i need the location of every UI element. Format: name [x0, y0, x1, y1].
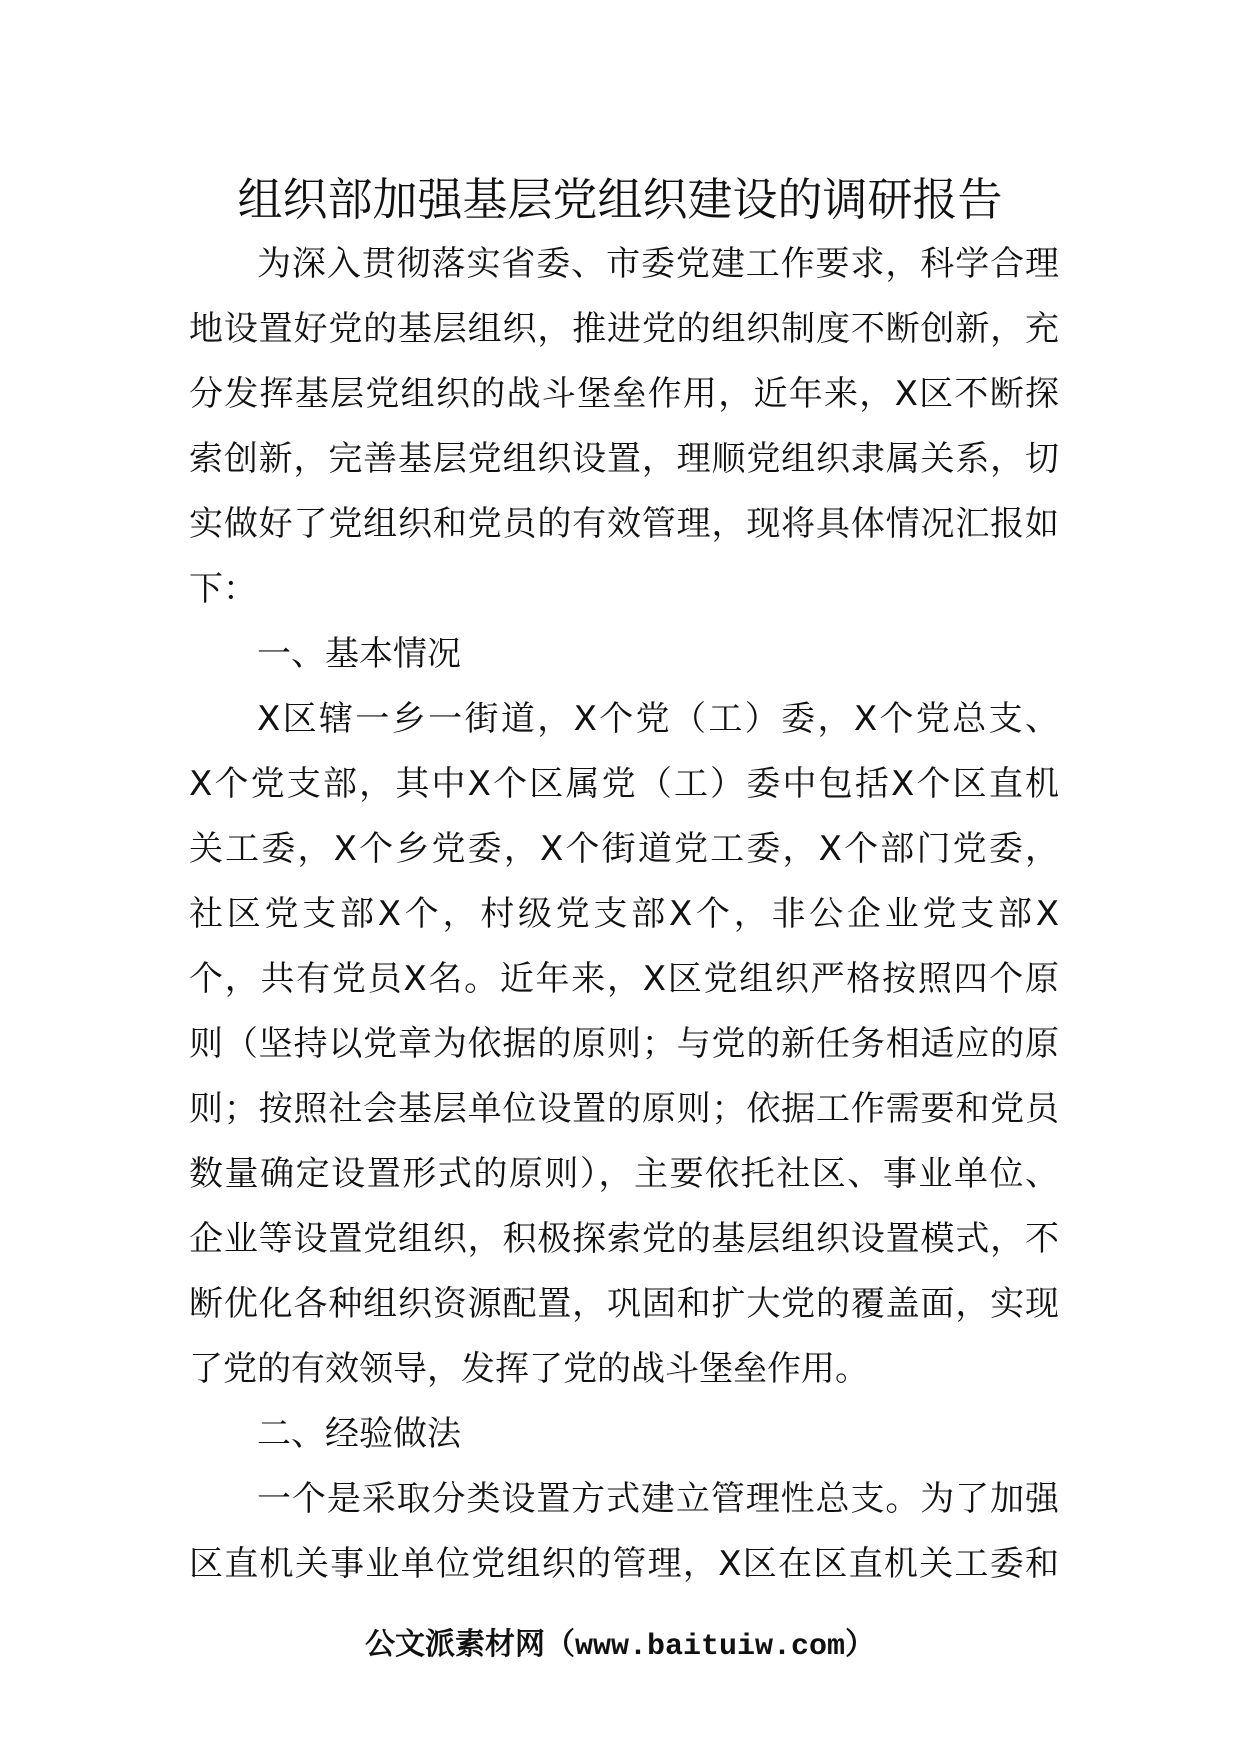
footer-url: （www.baituiw.com） — [544, 1630, 876, 1664]
paragraph-line: 关工委，X个乡党委，X个街道党工委，X个部门党委， — [189, 829, 1059, 869]
paragraph-line: 索创新，完善基层党组织设置，理顺党组织隶属关系，切 — [189, 439, 1059, 479]
paragraph-line: 分发挥基层党组织的战斗堡垒作用，近年来，X区不断探 — [189, 374, 1059, 414]
paragraph-line: 个，共有党员X名。近年来，X区党组织严格按照四个原 — [189, 959, 1059, 999]
paragraph-line: 实做好了党组织和党员的有效管理，现将具体情况汇报如 — [189, 504, 1059, 544]
paragraph-line: 则；按照社会基层单位设置的原则；依据工作需要和党员 — [189, 1089, 1059, 1129]
report-body — [189, 232, 1059, 1597]
paragraph-line: 下： — [189, 569, 257, 609]
paragraph-line: 数量确定设置形式的原则），主要依托社区、事业单位、 — [189, 1154, 1059, 1194]
paragraph-line: 区直机关事业单位党组织的管理，X区在区直机关工委和 — [189, 1544, 1059, 1584]
paragraph-line: 了党的有效领导，发挥了党的战斗堡垒作用。 — [189, 1349, 869, 1389]
paragraph-line: X区辖一乡一街道，X个党（工）委，X个党总支、 — [257, 699, 1059, 739]
paragraph-line: 企业等设置党组织，积极探索党的基层组织设置模式，不 — [189, 1219, 1059, 1259]
paragraph-line: 一个是采取分类设置方式建立管理性总支。为了加强 — [257, 1479, 1059, 1519]
footer-site-name: 公文派素材网 — [364, 1627, 545, 1662]
paragraph-line: 则（坚持以党章为依据的原则；与党的新任务相适应的原 — [189, 1024, 1059, 1064]
section-heading: 二、经验做法 — [257, 1414, 461, 1454]
paragraph-line: X个党支部，其中X个区属党（工）委中包括X个区直机 — [189, 764, 1059, 804]
report-title: 组织部加强基层党组织建设的调研报告 — [237, 173, 1003, 226]
footer-watermark — [0, 1620, 1240, 1670]
paragraph-line: 为深入贯彻落实省委、市委党建工作要求，科学合理 — [257, 244, 1059, 284]
paragraph-line: 断优化各种组织资源配置，巩固和扩大党的覆盖面，实现 — [189, 1284, 1059, 1324]
section-heading: 一、基本情况 — [257, 634, 461, 674]
paragraph-line: 地设置好党的基层组织，推进党的组织制度不断创新，充 — [189, 309, 1059, 349]
paragraph-line: 社区党支部X个，村级党支部X个，非公企业党支部X — [189, 894, 1059, 934]
